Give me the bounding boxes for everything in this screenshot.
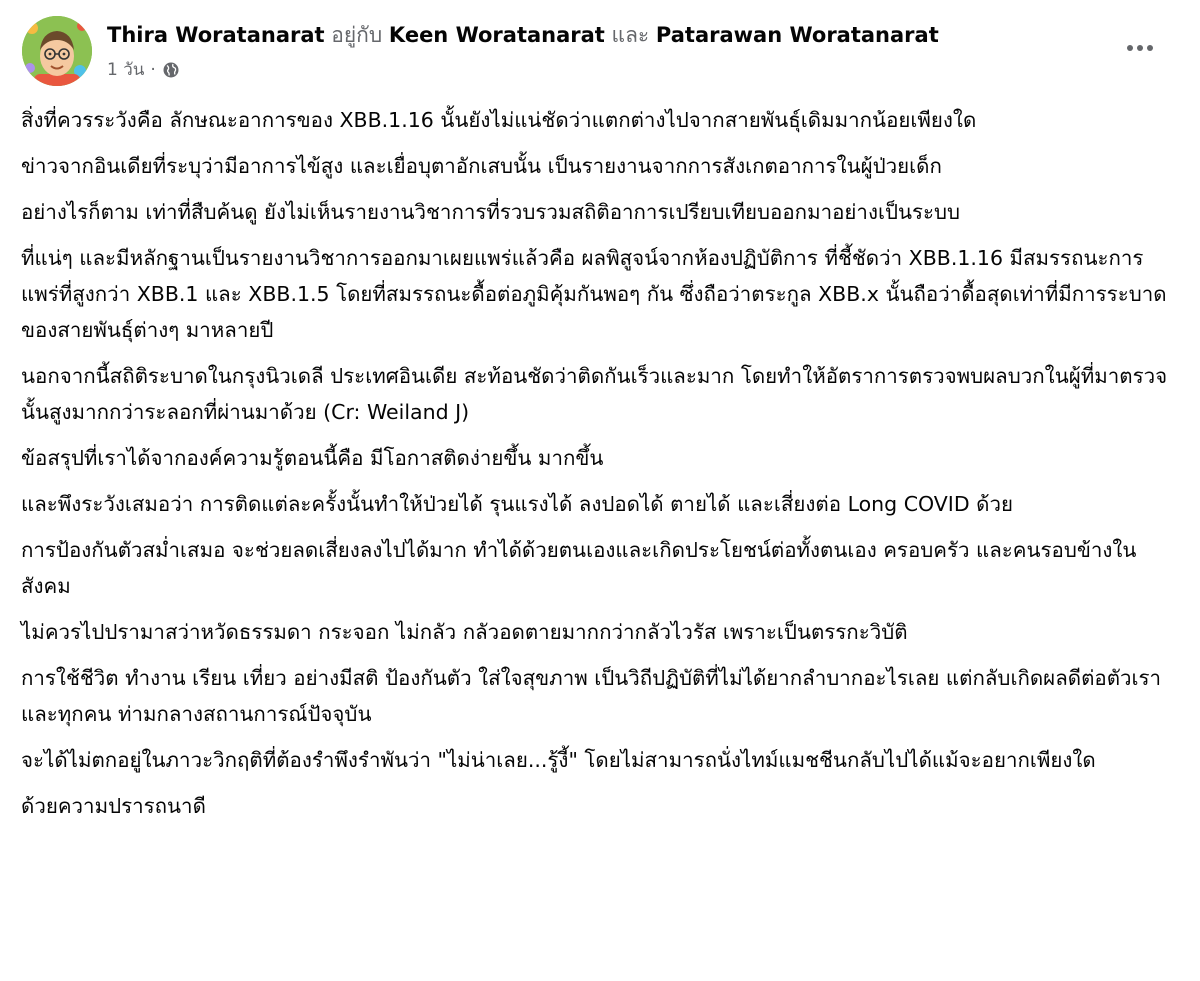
author-name[interactable]: Thira Woratanarat: [107, 23, 325, 47]
post-paragraph: การใช้ชีวิต ทำงาน เรียน เที่ยว อย่างมีสติ ป้องกันตัว ใส่ใจสุขภาพ เป็นวิถีปฏิบัติที่ไม่ได้ยากลำบากอะไรเลย แต่กลับเกิดผลดีต่อตัวเราและทุกคน ท่ามกลางสถานการณ์ปัจจุบัน: [21, 666, 1162, 726]
post-paragraph: ข่าวจากอินเดียที่ระบุว่ามีอาการไข้สูง และเยื่อบุตาอักเสบนั้น เป็นรายงานจากการสังเกตอาการในผู้ป่วยเด็ก: [21, 154, 942, 178]
and-label: และ: [611, 23, 650, 47]
post-meta: [107, 58, 180, 82]
post-paragraph: นอกจากนี้สถิติระบาดในกรุงนิวเดลี ประเทศอินเดีย สะท้อนชัดว่าติดกันเร็วและมาก โดยทำให้อัตราการตรวจพบผลบวกในผู้ที่มาตรวจนั้นสูงมากกว่าระลอกที่ผ่านมาด้วย (Cr: Weiland J): [21, 364, 1168, 424]
globe-icon[interactable]: [162, 61, 180, 79]
post-paragraph: และพึงระวังเสมอว่า การติดแต่ละครั้งนั้นทำให้ป่วยได้ รุนแรงได้ ลงปอดได้ ตายได้ และเสี่ยงต่อ Long COVID ด้วย: [21, 492, 1013, 516]
avatar-illustration: [22, 16, 92, 86]
avatar[interactable]: [22, 16, 92, 86]
post-body: [21, 102, 1181, 834]
post-paragraph: การป้องกันตัวสม่ำเสมอ จะช่วยลดเสี่ยงลงไปได้มาก ทำได้ด้วยตนเองและเกิดประโยชน์ต่อทั้งตนเอง ครอบครัว และคนรอบข้างในสังคม: [21, 538, 1137, 598]
post-paragraph: อย่างไรก็ตาม เท่าที่สืบค้นดู ยังไม่เห็นรายงานวิชาการที่รวบรวมสถิติอาการเปรียบเทียบออกมาอย่างเป็นระบบ: [21, 200, 961, 224]
tagged-user-1[interactable]: Keen Woratanarat: [388, 23, 605, 47]
post-paragraph: สิ่งที่ควรระวังคือ ลักษณะอาการของ XBB.1.16 นั้นยังไม่แน่ชัดว่าแตกต่างไปจากสายพันธุ์เดิมมากน้อยเพียงใด: [21, 108, 977, 132]
post-paragraph: ที่แน่ๆ และมีหลักฐานเป็นรายงานวิชาการออกมาเผยแพร่แล้วคือ ผลพิสูจน์จากห้องปฏิบัติการ ที่ชี้ชัดว่า XBB.1.16 มีสมรรถนะการแพร่ที่สูงกว่า XBB.1 และ XBB.1.5 โดยที่สมรรถนะดื้อต่อภูมิคุ้มกันพอๆ กัน ซึ่งถือว่าตระกูล XBB.x นั้นถือว่าดื้อสุดเท่าที่มีการระบาดของสายพันธุ์ต่างๆ มาหลายปี: [21, 246, 1167, 342]
author-line: [107, 20, 939, 50]
post-paragraph: ด้วยความปรารถนาดี: [21, 794, 206, 818]
meta-separator: ·: [150, 60, 156, 80]
post-paragraph: จะได้ไม่ตกอยู่ในภาวะวิกฤติที่ต้องรำพึงรำพันว่า "ไม่น่าเลย...รู้งี้" โดยไม่สามารถนั่งไทม์แมชชีนกลับไปได้แม้จะอยากเพียงใด: [21, 748, 1096, 772]
post-paragraph: ไม่ควรไปปรามาสว่าหวัดธรรมดา กระจอก ไม่กลัว กลัวอดตายมากกว่ากลัวไวรัส เพราะเป็นตรรกะวิบัติ: [21, 620, 908, 644]
tagged-user-2[interactable]: Patarawan Woratanarat: [655, 23, 939, 47]
post-header: [0, 0, 1200, 100]
post-timestamp[interactable]: 1 วัน: [107, 60, 145, 80]
more-options-icon: [1127, 45, 1153, 51]
more-options-button[interactable]: [1118, 30, 1162, 66]
post-paragraph: ข้อสรุปที่เราได้จากองค์ความรู้ตอนนี้คือ มีโอกาสติดง่ายขึ้น มากขึ้น: [21, 446, 604, 470]
with-label: อยู่กับ: [331, 23, 383, 47]
